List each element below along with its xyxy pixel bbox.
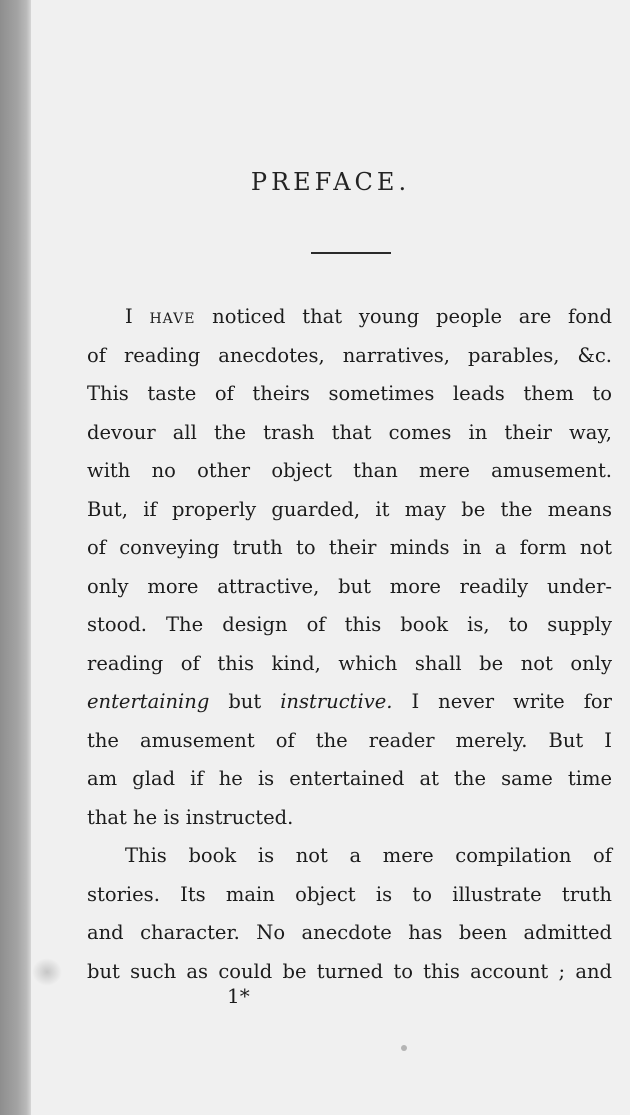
paragraph-1-line-11 <box>87 683 612 722</box>
paragraph-1-line-4: devour all the trash that comes in their way, <box>87 420 612 444</box>
paragraph-2-line-4: but such as could be turned to this account ; and <box>87 959 612 983</box>
italic-word: entertaining <box>87 690 210 713</box>
paragraph-1-line-10: reading of this kind, which shall be not only <box>87 651 612 675</box>
paragraph-1-line-2: of reading anecdotes, narratives, parables, &c. <box>87 343 612 367</box>
paragraph-1-line-9: stood. The design of this book is, to supply <box>87 613 612 636</box>
book-page <box>31 0 630 1115</box>
text-run: I <box>125 305 150 328</box>
paragraph-2-line-3: and character. No anecdote has been admitted <box>87 921 612 944</box>
preface-text <box>87 298 612 991</box>
paragraph-2-line-1: This book is not a mere compilation of <box>125 844 612 867</box>
speck-mark <box>401 1045 407 1051</box>
paragraph-1-line-13: am glad if he is entertained at the same time <box>87 767 612 790</box>
signature-mark: 1* <box>227 984 250 1008</box>
smallcaps-word: have <box>149 305 196 328</box>
title-rule <box>311 252 391 254</box>
paragraph-1-line-12: the amusement of the reader merely. But I <box>87 728 612 752</box>
italic-word: instructive. <box>280 690 393 713</box>
paragraph-1-line-6: But, if properly guarded, it may be the means <box>87 497 612 521</box>
paragraph-1-line-8: only more attractive, but more readily under- <box>87 574 612 598</box>
page-smudge <box>32 958 62 986</box>
page-title: PREFACE. <box>250 168 411 196</box>
text-run: I never write for <box>392 690 612 713</box>
paragraph-2-line-2: stories. Its main object is to illustrate truth <box>87 882 612 906</box>
paragraph-1-line-3: This taste of theirs sometimes leads them to <box>87 382 612 405</box>
text-run: noticed that young people are fond <box>195 305 612 328</box>
paragraph-1-line-1 <box>87 298 612 337</box>
paragraph-1-line-7: of conveying truth to their minds in a form not <box>87 536 612 559</box>
paragraph-1-line-14: that he is instructed. <box>87 805 294 829</box>
text-run: but <box>209 690 281 713</box>
book-spine-edge <box>0 0 31 1115</box>
paragraph-1-line-5: with no other object than mere amusement. <box>87 459 612 482</box>
